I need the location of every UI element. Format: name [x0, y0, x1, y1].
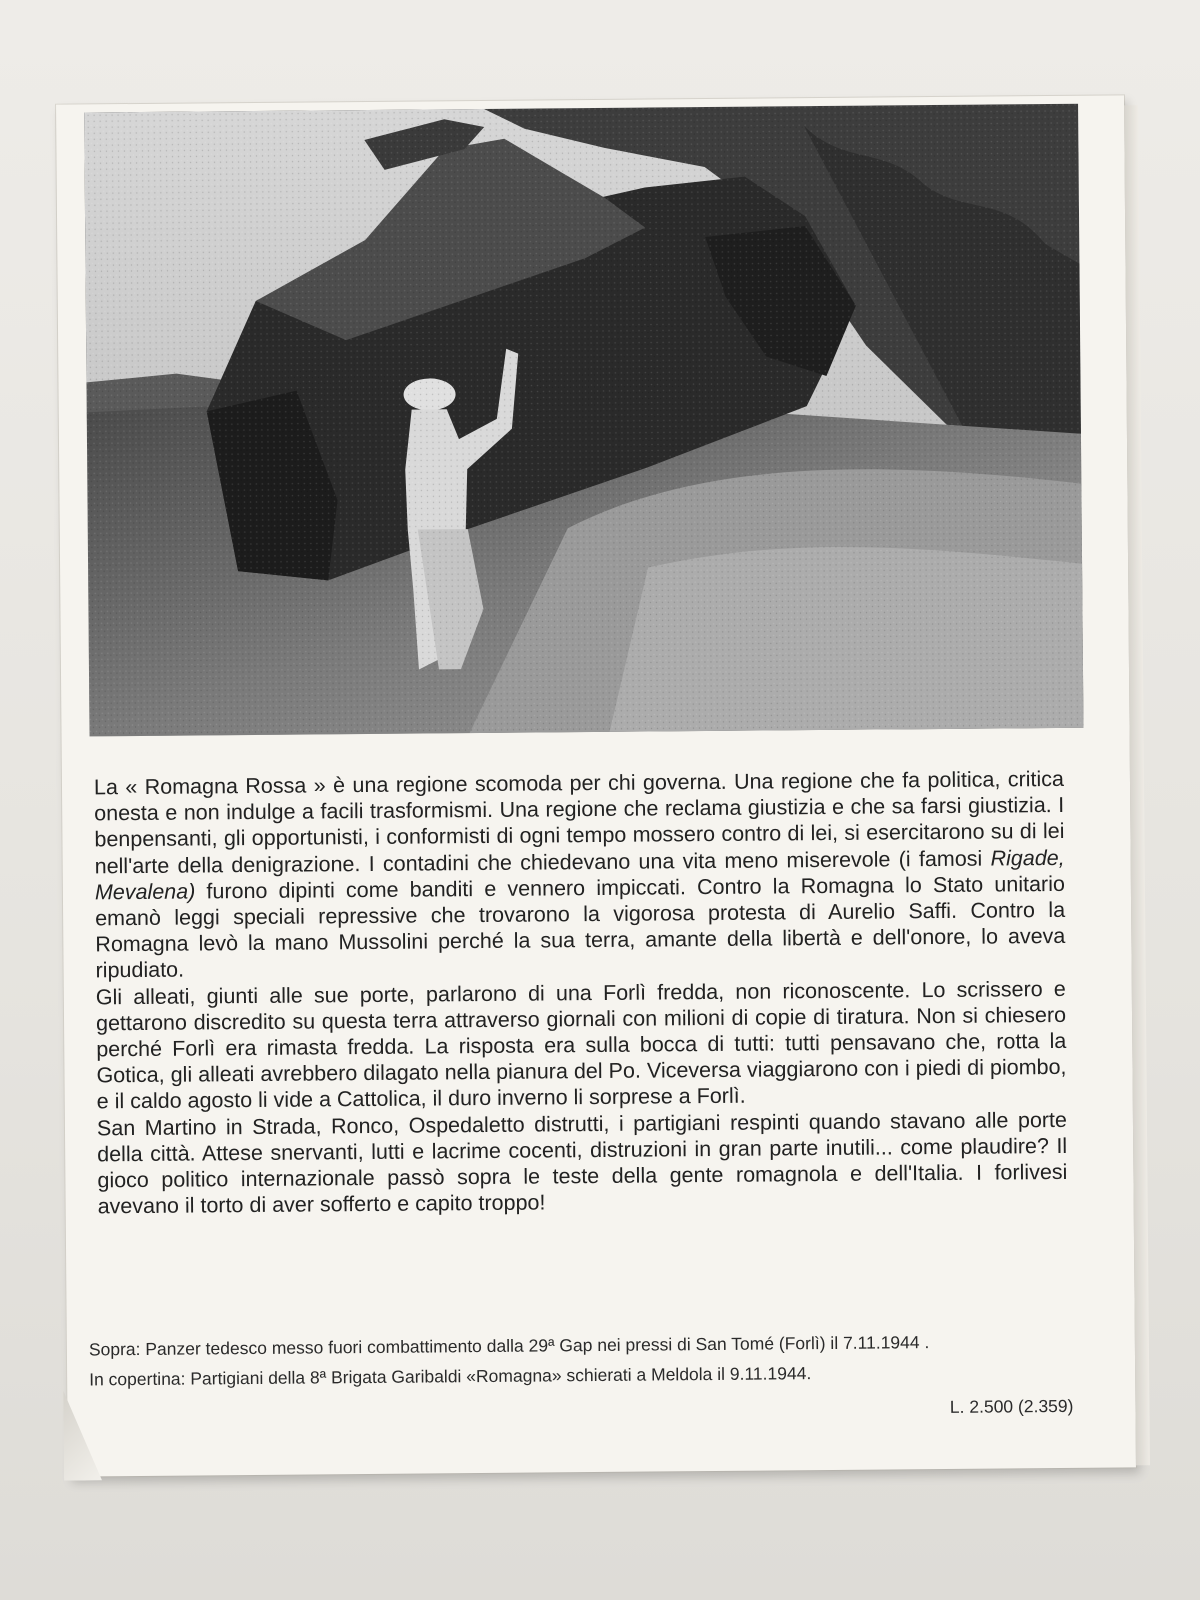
price-label: L. 2.500 (2.359) — [949, 1395, 1074, 1417]
tank-photograph — [84, 104, 1083, 737]
paragraph-1-tail: furono dipinti come banditi e vennero impiccati. Contro la Romagna lo Stato unitario emanò leggi speciali repressive che trovarono la vigorosa protesta di Aurelio Saffi. Contro la Romagna levò la mano Mussolini perché la sua terra, amante della libertà e dell'onore, lo aveva ripudiato. — [95, 871, 1066, 983]
tank-photo-drawing — [84, 104, 1083, 737]
paragraph-1-text: La « Romagna Rossa » è una regione scomoda per chi governa. Una regione che fa politica, critica onesta e non indulge a facili trasformismi. Una regione che reclama giustizia e che sa farsi giustizia. I benpensanti, gli opportunisti, i conformisti di ogni tempo mossero contro di lei, si esercitarono su di lei nell'arte della denigrazione. I contadini che chiedevano una vita meno miserevole (i famosi — [93, 766, 1065, 878]
book-edge — [1124, 105, 1150, 1465]
photo-captions — [89, 1326, 1079, 1395]
book-back-cover — [56, 95, 1136, 1476]
paragraph-1-italic: Rigade, Mevalena) — [94, 845, 1065, 905]
worn-corner — [63, 1390, 102, 1480]
caption-above: Sopra: Panzer tedesco messo fuori combattimento dalla 29ª Gap nei pressi di San Tomé (Forlì) il 7.11.1944 . — [88, 1332, 930, 1360]
body-paragraph-1 — [94, 766, 1066, 984]
body-paragraph-3: San Martino in Strada, Ronco, Ospedaletto distrutti, i partigiani respinti quando stavano alle porte della città. Attese snervanti, lutti e lacrime cocenti, distruzioni in gran parte inutili... come plaudire? Il gioco politico internazionale passò sopra le teste della gente romagnola e dell'Italia. I forlivesi avevano il torto di aver sofferto e capito troppo! — [96, 1107, 1068, 1219]
body-text — [94, 766, 1068, 1220]
caption-cover: In copertina: Partigiani della 8ª Brigata Garibaldi «Romagna» schierati a Meldola il 9.11.1944. — [89, 1363, 812, 1390]
body-paragraph-2: Gli alleati, giunti alle sue porte, parlarono di una Forlì fredda, non riconoscente. Lo scrissero e gettarono discredito su questa terra attraverso giornali con milioni di copie di tiratura. Non si chiesero perché Forlì era rimasta fredda. La risposta era sulla bocca di tutti: tutti pensavano che, rotta la Gotica, gli alleati avrebbero dilagato nella pianura del Po. Viceversa viaggiarono con i piedi di piombo, e il caldo agosto li vide a Cattolica, il duro inverno li sorprese a Forlì. — [95, 976, 1067, 1114]
